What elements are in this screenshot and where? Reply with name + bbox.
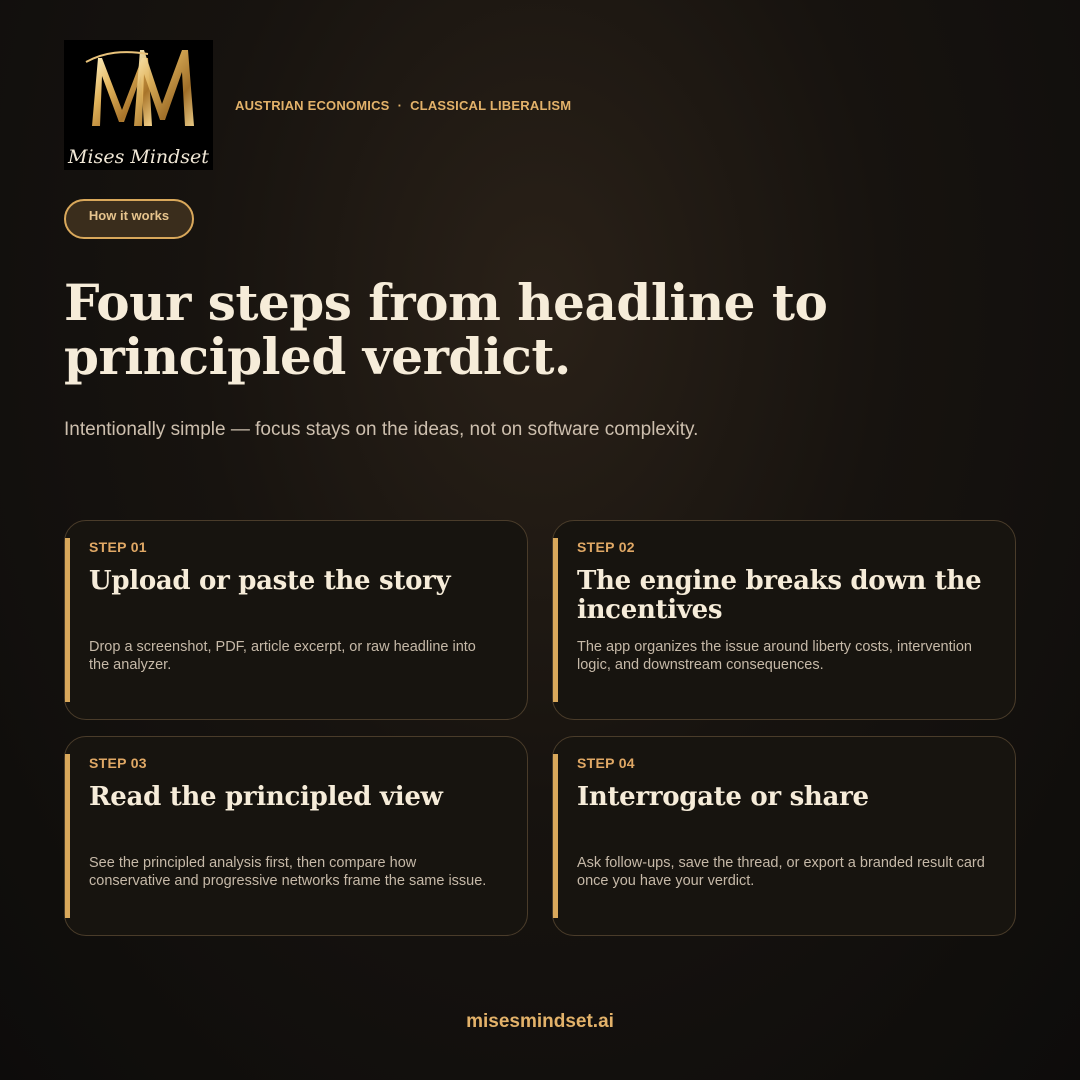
card-accent-bar [65,754,70,918]
how-it-works-pill: How it works [64,199,194,239]
step-card-2 [552,520,1016,720]
tagline-austrian-economics: AUSTRIAN ECONOMICS [235,97,390,113]
brand-header [64,40,571,170]
step-label: STEP 01 [89,539,147,555]
tagline-classical-liberalism: CLASSICAL LIBERALISM [410,97,572,113]
step-title: The engine breaks down the incentives [577,566,982,625]
step-card-3 [64,736,528,936]
card-accent-bar [553,538,558,702]
step-label: STEP 03 [89,755,147,771]
step-card-1 [64,520,528,720]
page-title: Four steps from headline to principled verdict. [64,273,828,386]
card-accent-bar [65,538,70,702]
step-description: Ask follow-ups, save the thread, or export a branded result card once you have your verdict. [577,855,985,889]
step-label: STEP 04 [577,755,635,771]
step-description: See the principled analysis first, then compare how conservative and progressive networks frame the same issue. [89,855,487,889]
step-description: The app organizes the issue around liberty costs, intervention logic, and downstream consequences. [577,639,972,673]
header-tagline [235,98,571,113]
step-card-4 [552,736,1016,936]
step-title: Read the principled view [89,782,443,812]
step-title: Interrogate or share [577,782,869,812]
card-accent-bar [553,754,558,918]
footer-url[interactable]: misesmindset.ai [466,1011,614,1032]
mises-mindset-logo [64,40,213,170]
step-description: Drop a screenshot, PDF, article excerpt, or raw headline into the analyzer. [89,639,476,673]
page-subtitle: Intentionally simple — focus stays on the ideas, not on software complexity. [64,419,699,440]
step-label: STEP 02 [577,539,635,555]
logo-wordmark: Mises Mindset [68,146,209,168]
step-title: Upload or paste the story [89,566,451,596]
tagline-separator: · [397,97,403,113]
